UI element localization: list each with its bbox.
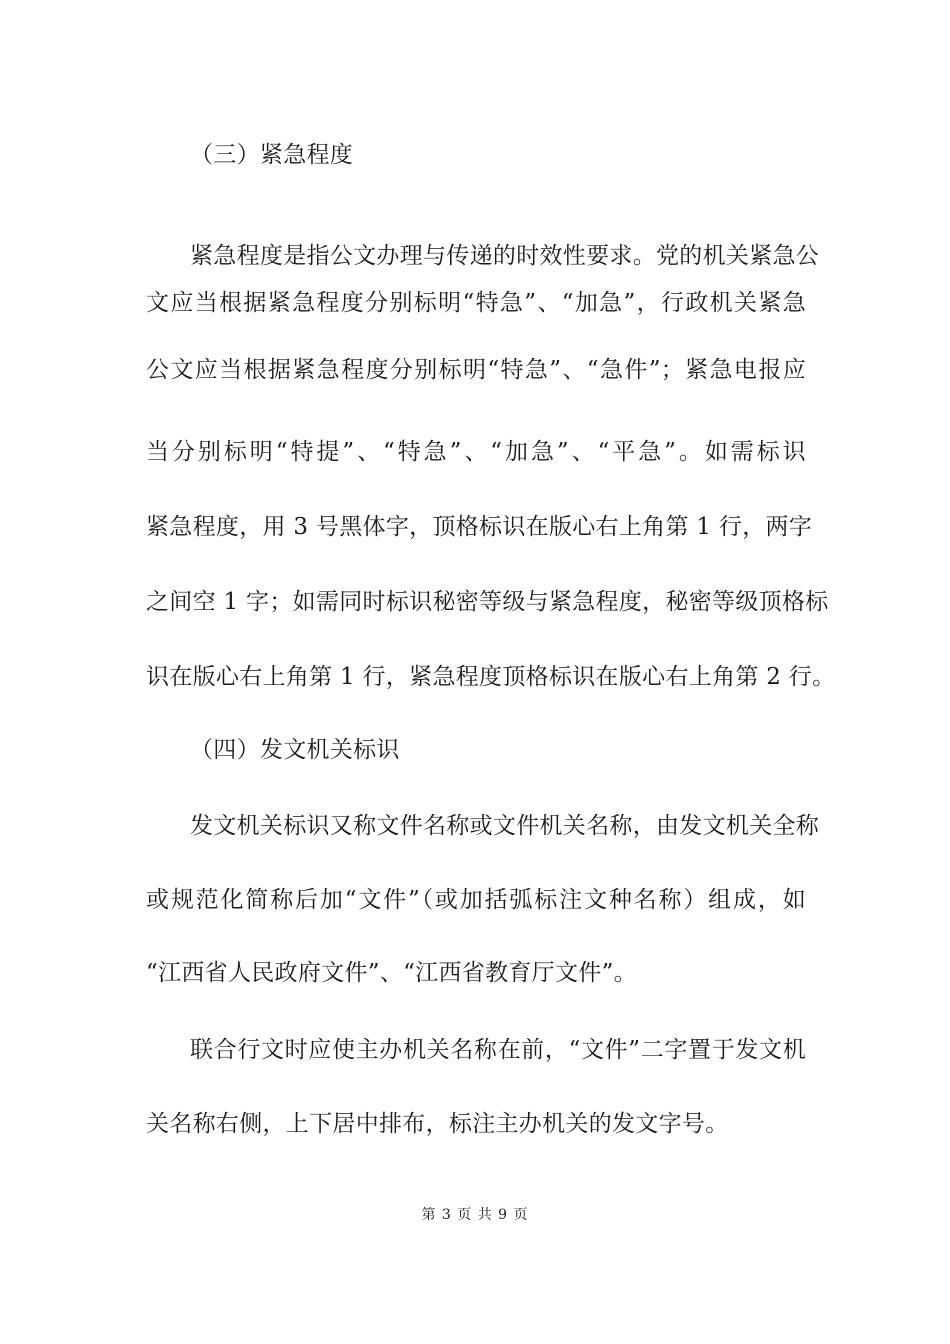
paragraph-line: 紧急程度是指公文办理与传递的时效性要求。党的机关紧急公 [190, 243, 820, 269]
section-heading-urgency: （三）紧急程度 [190, 142, 354, 168]
paragraph-line: 或规范化简称后加“文件”（或加括弧标注文种名称）组成，如 [146, 887, 806, 913]
paragraph-line: 紧急程度，用 3 号黑体字，顶格标识在版心右上角第 1 行，两字 [146, 514, 813, 540]
paragraph-line: 识在版心右上角第 1 行，紧急程度顶格标识在版心右上角第 2 行。 [146, 664, 836, 690]
paragraph-line: 关名称右侧，上下居中排布，标注主办机关的发文字号。 [146, 1111, 729, 1137]
section-heading-issuing-authority: （四）发文机关标识 [190, 737, 400, 763]
paragraph-line: “江西省人民政府文件”、“江西省教育厅文件”。 [146, 960, 637, 986]
paragraph-line: 之间空 1 字；如需同时标识秘密等级与紧急程度，秘密等级顶格标 [146, 589, 829, 615]
paragraph-line: 联合行文时应使主办机关名称在前，“文件”二字置于发文机 [190, 1037, 806, 1063]
paragraph-line: 公文应当根据紧急程度分别标明“特急”、“急件”；紧急电报应 [146, 357, 806, 383]
paragraph-line: 当分别标明“特提”、“特急”、“加急”、“平急”。如需标识 [146, 439, 806, 465]
paragraph-line: 发文机关标识又称文件名称或文件机关名称，由发文机关全称 [190, 813, 820, 839]
page-number-footer: 第 3 页 共 9 页 [421, 1207, 529, 1223]
paragraph-line: 文应当根据紧急程度分别标明“特急”、“加急”，行政机关紧急 [146, 290, 806, 316]
